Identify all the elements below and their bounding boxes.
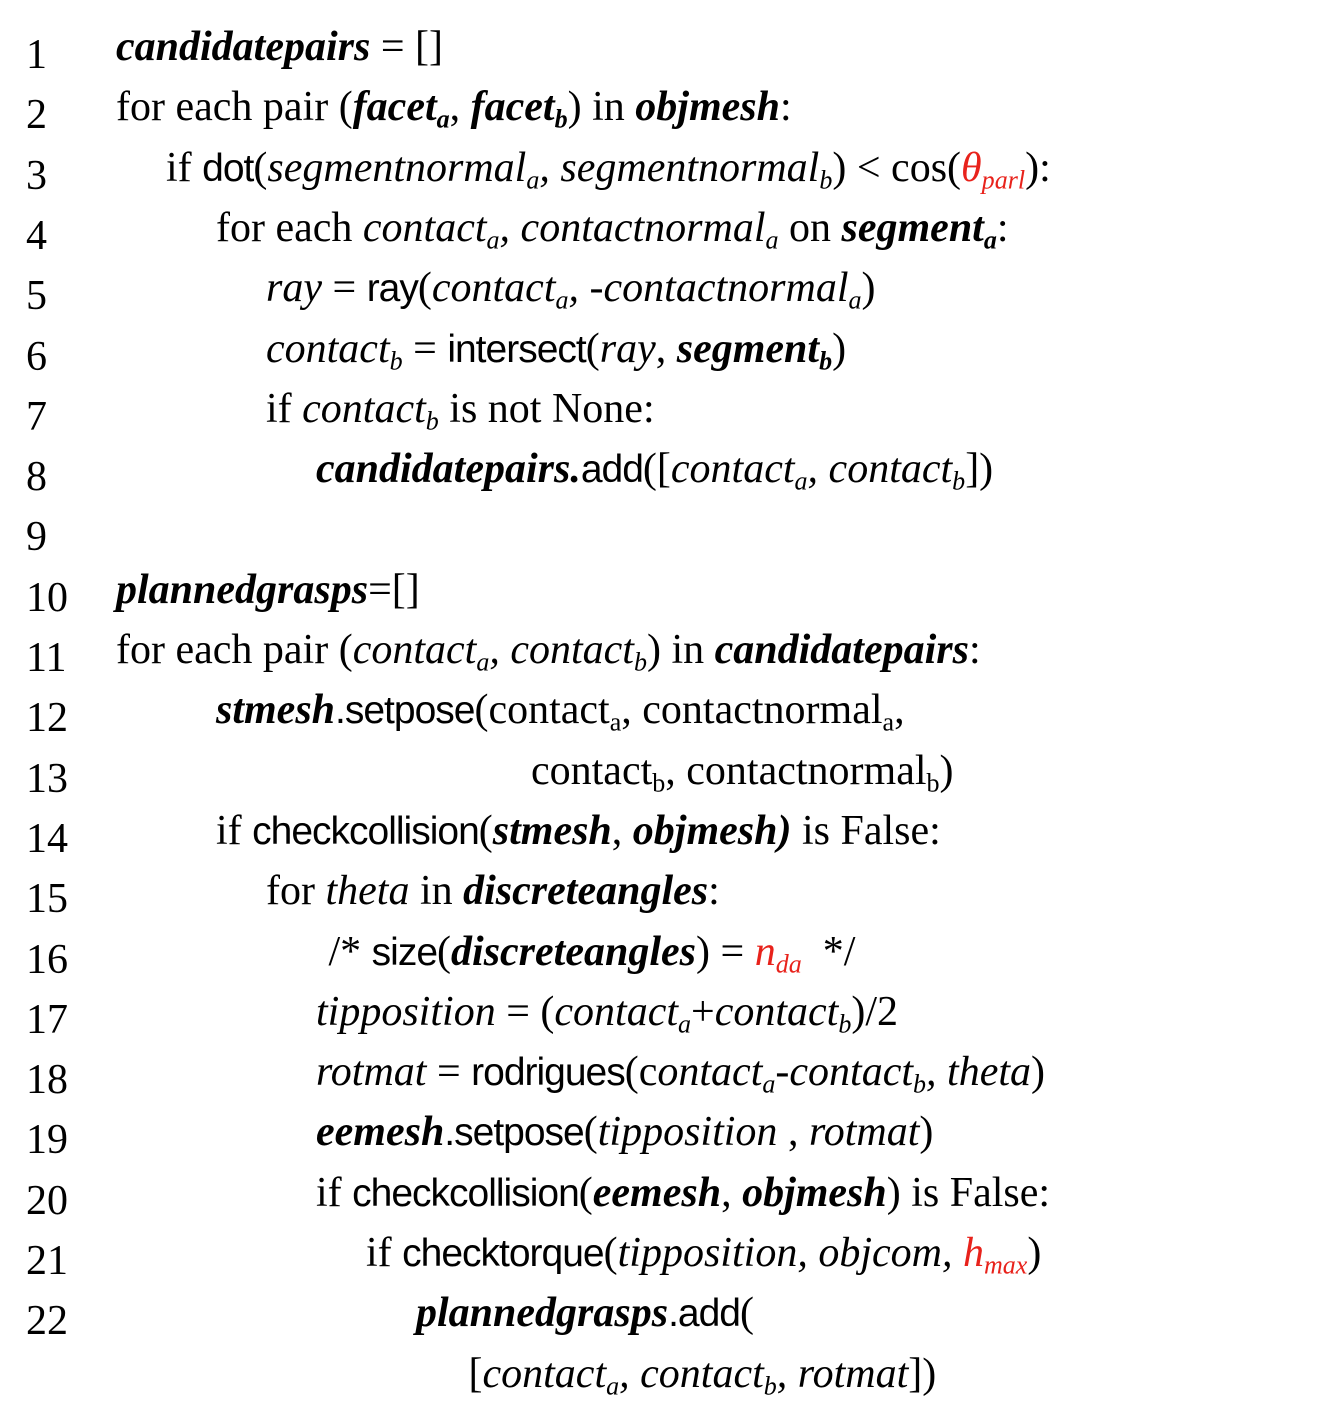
code-line (0, 143, 1344, 203)
code-token: checktorque (402, 1232, 604, 1275)
line-number: 18 (26, 1057, 68, 1104)
code-token: ( (437, 928, 452, 975)
code-token: ray (599, 325, 656, 372)
code-token: a (794, 466, 808, 496)
code-text (116, 625, 981, 675)
code-token: , (797, 1230, 819, 1276)
code-text (366, 1228, 1041, 1279)
code-token: tipposition (597, 1109, 778, 1156)
code-token: b (913, 1069, 927, 1099)
code-text (316, 1047, 1045, 1098)
line-number: 4 (26, 212, 47, 259)
code-token: facet (470, 84, 555, 131)
code-token: ray (366, 267, 418, 311)
code-token: contact (266, 325, 390, 372)
code-token: on (778, 204, 842, 251)
code-token: ( (603, 1230, 618, 1276)
code-token: ): (1025, 144, 1051, 191)
code-token: .setpose (335, 689, 475, 733)
line-number: 19 (26, 1117, 68, 1164)
code-token: , (568, 265, 590, 312)
code-text (316, 444, 993, 495)
code-token: contact (482, 1350, 607, 1397)
code-token: , (941, 1230, 963, 1276)
code-token: max (983, 1250, 1028, 1280)
code-token: , (489, 627, 511, 673)
code-token: contact (302, 385, 426, 432)
code-token: = ( (495, 988, 555, 1035)
code-token: - (589, 265, 604, 312)
code-token: a (476, 647, 490, 677)
line-number: 11 (26, 635, 67, 681)
line-number: 10 (26, 574, 68, 621)
code-token: parl (981, 164, 1026, 194)
line-number: 17 (26, 996, 68, 1043)
line-number: 9 (26, 514, 47, 561)
code-text (116, 565, 420, 615)
code-text (116, 22, 443, 72)
line-number: 6 (26, 333, 47, 380)
code-token: , (776, 1350, 798, 1397)
code-line (0, 1107, 1344, 1167)
code-line (0, 625, 1344, 685)
code-token: = [] (370, 24, 444, 70)
code-token: contact (362, 204, 487, 251)
code-token: ( (585, 325, 600, 372)
code-token: ( (739, 1290, 754, 1337)
code-token: a (678, 1009, 692, 1039)
code-token: θ (961, 144, 982, 191)
code-token: is False: (791, 807, 941, 854)
code-token: , (499, 204, 521, 251)
code-token: b (819, 164, 833, 194)
code-token: contact (828, 446, 953, 493)
code-token: for each pair ( (116, 627, 353, 673)
code-line (0, 1228, 1344, 1288)
line-number: 14 (26, 815, 68, 862)
code-token: size (371, 930, 438, 974)
code-token: dot (202, 146, 254, 190)
code-token: stmesh (216, 687, 336, 734)
code-token: a (526, 164, 540, 194)
code-token: discreteangles (463, 868, 709, 915)
code-line (0, 565, 1344, 625)
code-token: ( (417, 265, 432, 312)
code-token: contactnormal (603, 265, 849, 312)
code-token: in (409, 868, 464, 915)
code-text (216, 203, 1009, 253)
code-text (116, 82, 792, 132)
code-token: ([ (642, 446, 671, 493)
code-token: discreteangles (451, 928, 696, 975)
code-token: =[] (368, 566, 420, 613)
code-token: ( (578, 1169, 593, 1216)
code-token: ontact (657, 1049, 763, 1096)
code-token: for each pair ( (116, 84, 353, 131)
line-number: 20 (26, 1177, 68, 1224)
code-token: a (606, 1370, 620, 1400)
code-token: , (619, 1350, 641, 1397)
code-token: a (983, 225, 997, 255)
code-token: contact (554, 988, 679, 1035)
code-token: n (754, 928, 776, 975)
line-number: 2 (26, 92, 47, 139)
code-token: , contactnormal (665, 747, 927, 794)
code-token: ) in (646, 627, 715, 673)
code-token: checkcollision (352, 1171, 579, 1215)
code-token: theta (325, 868, 410, 915)
code-token: facet (352, 84, 437, 131)
code-token: , (894, 687, 905, 734)
code-token: [ (468, 1350, 483, 1397)
code-token: .setpose (444, 1111, 584, 1155)
code-token: , (611, 807, 633, 854)
code-token: ]) (908, 1350, 937, 1397)
code-token: contact (352, 627, 477, 673)
code-token: contact (510, 627, 634, 673)
code-token: candidatepairs. (316, 446, 581, 493)
code-text (166, 143, 1051, 194)
code-token: , (777, 1109, 809, 1156)
line-number: 22 (26, 1298, 68, 1345)
code-token: rotmat (808, 1109, 920, 1156)
code-token: , (655, 325, 677, 372)
line-number: 3 (26, 152, 47, 199)
code-text (469, 1349, 937, 1399)
code-token: tipposition (617, 1230, 798, 1276)
code-token: ) (919, 1109, 934, 1156)
code-token: a (555, 285, 569, 315)
code-token: candidatepairs (714, 627, 969, 673)
line-number: 5 (26, 273, 47, 320)
code-text (216, 806, 941, 857)
code-token: if (266, 385, 303, 432)
code-token: rotmat (797, 1350, 909, 1397)
code-token: , (721, 1169, 743, 1216)
code-token: add (580, 448, 643, 492)
code-token: theta (947, 1049, 1032, 1096)
code-token: .add (668, 1292, 740, 1336)
code-token: ) (1031, 1049, 1046, 1096)
code-token: eemesh (592, 1169, 722, 1216)
code-token: ) (861, 265, 876, 312)
code-line (0, 927, 1344, 987)
code-token: b (633, 647, 647, 677)
code-token: ) = (696, 928, 755, 975)
code-token: eemesh (316, 1109, 445, 1156)
code-token: */ (801, 928, 856, 975)
code-token: if (316, 1169, 353, 1216)
code-token: rodrigues (471, 1051, 625, 1095)
code-token: ) is False: (886, 1169, 1051, 1216)
code-token: is not None: (438, 385, 655, 432)
code-text (329, 927, 856, 978)
code-token: segmentnormal (560, 144, 820, 191)
code-token: : (779, 84, 792, 131)
code-token: ) < cos( (832, 144, 962, 191)
code-token: , (926, 1049, 948, 1096)
code-token: da (775, 948, 802, 978)
code-token: plannedgrasps (416, 1290, 669, 1337)
code-token: for each (216, 204, 363, 251)
code-token: )/2 (851, 988, 899, 1035)
code-token: segmentnormal (267, 144, 527, 191)
code-token: contact (670, 446, 795, 493)
code-text (316, 987, 898, 1037)
code-line (0, 1288, 1344, 1348)
code-token: : (968, 627, 981, 673)
code-line (0, 263, 1344, 323)
code-token: a (436, 104, 450, 134)
code-text (266, 384, 655, 434)
code-token: intersect (447, 327, 586, 371)
code-token: = (322, 265, 367, 312)
code-line (0, 82, 1344, 142)
code-token: ( (478, 807, 493, 854)
code-text (266, 324, 846, 375)
code-token: segment (676, 325, 820, 372)
code-token: objcom (818, 1230, 942, 1276)
code-token: contact (531, 747, 653, 794)
code-line (0, 987, 1344, 1047)
code-token: contact (431, 265, 556, 312)
code-token: a (848, 285, 862, 315)
code-token: (c (624, 1049, 658, 1096)
code-token: : (708, 868, 720, 915)
code-token: plannedgrasps (116, 566, 369, 613)
code-text (416, 1288, 754, 1339)
code-text (266, 263, 876, 314)
line-number: 12 (26, 695, 68, 742)
code-line (0, 685, 1344, 745)
code-token: ) in (567, 84, 636, 131)
line-number: 15 (26, 876, 68, 923)
code-token: , (807, 446, 829, 493)
line-number: 7 (26, 393, 47, 440)
code-token: = (402, 325, 448, 372)
code-text (266, 866, 720, 916)
code-line (0, 384, 1344, 444)
code-token: ( (583, 1109, 598, 1156)
code-token: b (926, 767, 940, 797)
code-token: , (449, 84, 471, 131)
code-token: a (762, 1069, 776, 1099)
code-token: b (763, 1370, 777, 1400)
code-token: if (166, 144, 203, 191)
code-token: rotmat (316, 1049, 427, 1096)
code-token: contact (789, 1049, 914, 1096)
code-token: contact (640, 1350, 764, 1397)
code-token: , (539, 144, 561, 191)
code-token: if (216, 807, 253, 854)
code-token: tipposition (316, 988, 496, 1035)
code-token: contactnormal (520, 204, 766, 251)
code-token: stmesh (492, 807, 612, 854)
code-line (0, 324, 1344, 384)
code-token: b (952, 466, 966, 496)
code-token: = (426, 1049, 472, 1096)
line-number: 1 (26, 32, 47, 78)
code-token: , contactnormal (621, 687, 883, 734)
code-token: b (652, 767, 666, 797)
code-token: b (425, 406, 439, 436)
code-token: - (775, 1049, 790, 1096)
code-token: + (691, 988, 715, 1035)
code-line (0, 1168, 1344, 1228)
code-token: ( (253, 144, 268, 191)
code-token: a (765, 225, 779, 255)
code-token: (contact (474, 687, 610, 734)
code-line (0, 22, 1344, 82)
line-number: 8 (26, 454, 47, 501)
code-token: candidatepairs (116, 24, 371, 70)
code-token: b (389, 345, 403, 375)
line-number: 16 (26, 936, 68, 983)
code-token: ) (1027, 1230, 1042, 1276)
code-token: a (486, 225, 500, 255)
code-token: h (962, 1230, 984, 1276)
code-token: objmesh) (632, 807, 792, 854)
code-line (0, 504, 1344, 564)
code-token: a (609, 707, 622, 737)
line-number: 21 (26, 1238, 68, 1284)
code-token: ray (266, 265, 322, 312)
code-text (316, 1107, 933, 1158)
code-token: checkcollision (252, 809, 479, 853)
code-token: b (838, 1009, 852, 1039)
code-text (316, 1168, 1050, 1219)
code-line (0, 746, 1344, 806)
code-text (216, 685, 905, 736)
code-line (0, 203, 1344, 263)
code-token: /* (328, 928, 372, 975)
code-token: contact (714, 988, 839, 1035)
code-token: if (366, 1230, 403, 1276)
line-number: 13 (26, 755, 68, 802)
code-token: ]) (965, 446, 994, 493)
code-token: segment (841, 204, 984, 251)
code-line (0, 444, 1344, 504)
code-token: : (996, 204, 1009, 251)
code-token: b (819, 345, 833, 375)
code-token: ) (832, 325, 847, 372)
code-token: a (882, 707, 895, 737)
code-token: for (266, 868, 326, 915)
code-line (0, 1047, 1344, 1107)
code-line (0, 866, 1344, 926)
code-token: objmesh (635, 84, 780, 131)
code-token: ) (939, 747, 954, 794)
code-text (531, 746, 954, 796)
code-token: objmesh (742, 1169, 887, 1216)
code-line (0, 1349, 1344, 1409)
code-line (0, 806, 1344, 866)
code-token: b (554, 104, 568, 134)
